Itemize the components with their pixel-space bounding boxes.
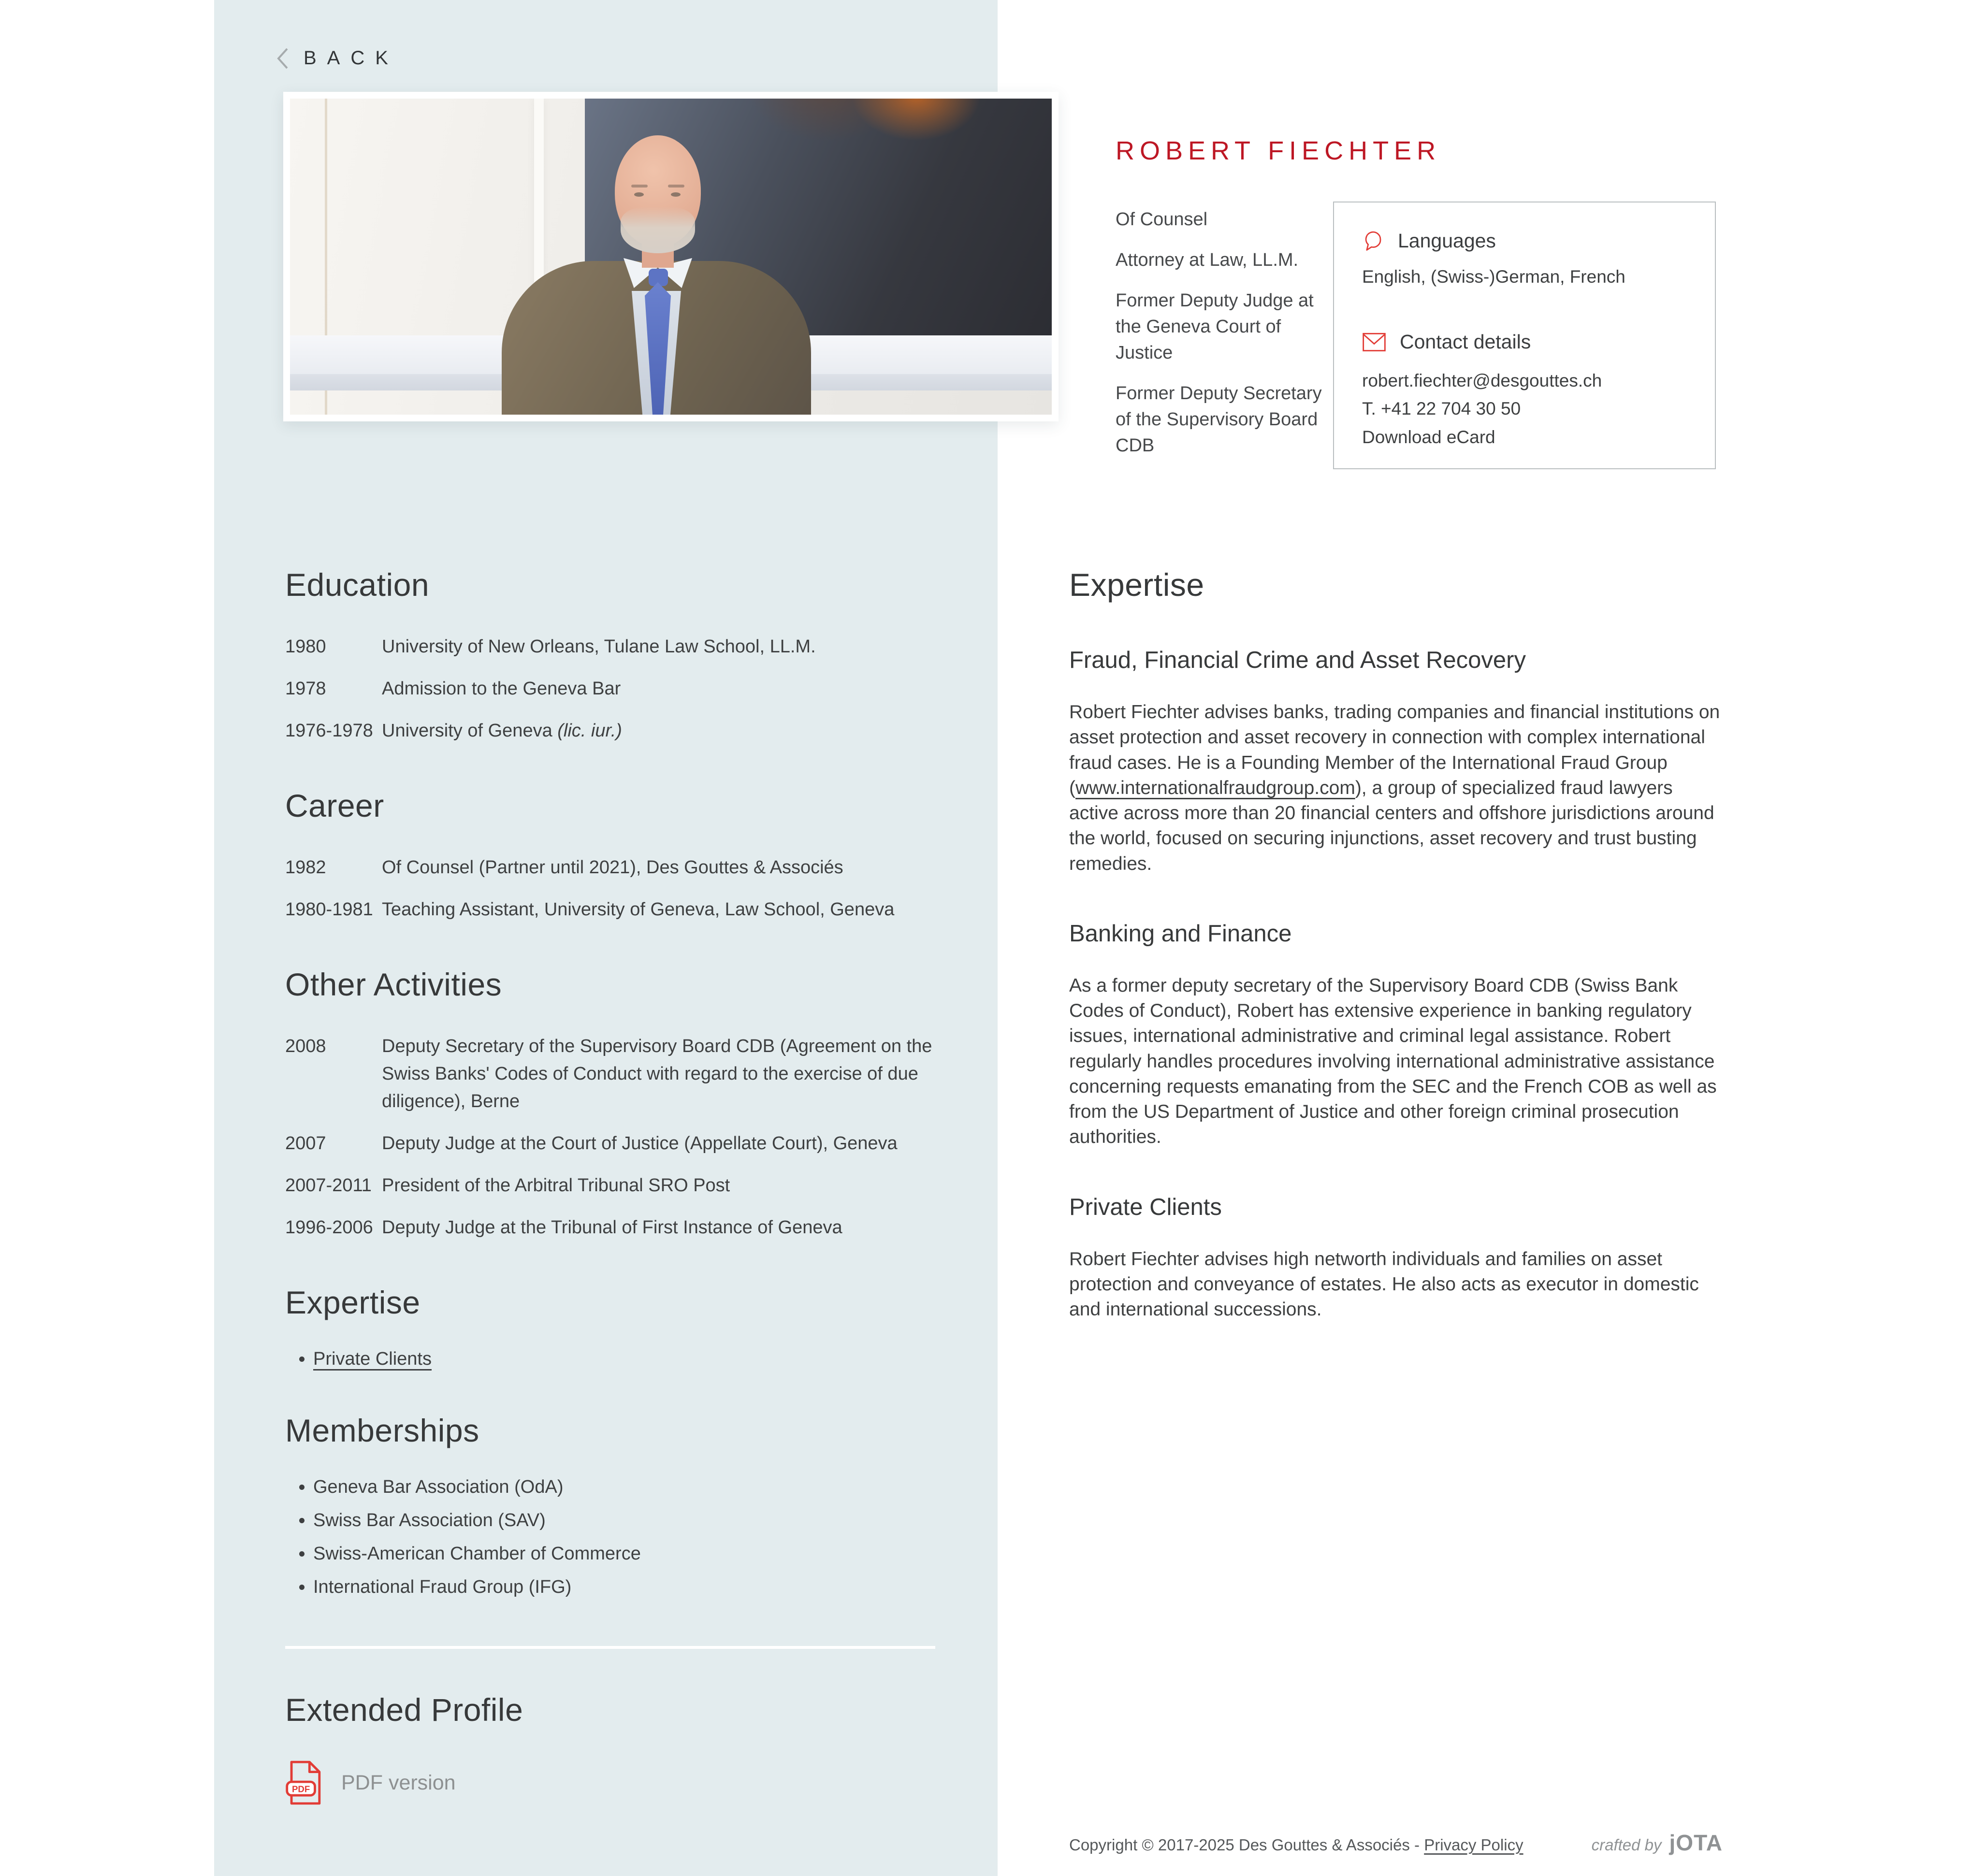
memberships-section <box>285 1412 942 1598</box>
jota-logo[interactable]: jOTA <box>1669 1830 1723 1855</box>
activity-year: 1996-2006 <box>285 1217 373 1238</box>
expertise-subheading-banking: Banking and Finance <box>1069 920 1292 947</box>
back-label: BACK <box>304 47 399 69</box>
profile-title: Attorney at Law, LL.M. <box>1116 249 1299 270</box>
career-year: 1982 <box>285 857 326 878</box>
portrait-beard <box>621 207 695 253</box>
page-footer <box>1069 1830 1723 1856</box>
download-ecard-link[interactable]: Download eCard <box>1362 427 1495 447</box>
career-section <box>285 787 942 924</box>
education-year: 1976-1978 <box>285 721 373 741</box>
expertise-links-heading: Expertise <box>285 1284 421 1320</box>
career-heading: Career <box>285 788 384 823</box>
education-desc-degree: (lic. iur.) <box>557 721 622 741</box>
career-year: 1980-1981 <box>285 899 373 920</box>
chevron-left-icon <box>276 48 289 69</box>
membership-item: • Geneva Bar Association (OdA) <box>313 1477 942 1498</box>
crafted-by-label: crafted by <box>1591 1836 1662 1854</box>
profile-titles <box>1116 207 1323 474</box>
expertise-paragraph-private-clients: Robert Fiechter advises high networth individuals and families on asset protection and conveyance of estates. He also acts as executor in domestic and international successions. <box>1069 1248 1699 1320</box>
education-desc: University of New Orleans, Tulane Law School, LL.M. <box>382 636 816 657</box>
phone-number: T. +41 22 704 30 50 <box>1362 399 1521 419</box>
portrait-brow-left <box>631 185 648 188</box>
education-heading: Education <box>285 567 430 603</box>
languages-label: Languages <box>1398 230 1496 252</box>
contact-info-box <box>1333 202 1716 469</box>
activity-desc: President of the Arbitral Tribunal SRO Post <box>382 1175 730 1196</box>
other-activities-row <box>285 1172 942 1199</box>
profile-title: Of Counsel <box>1116 209 1208 230</box>
languages-value: English, (Swiss-)German, French <box>1362 267 1625 287</box>
expertise-link-item <box>313 1349 942 1370</box>
education-section <box>285 566 942 745</box>
extended-profile-section <box>285 1691 942 1805</box>
expertise-subheading-private-clients: Private Clients <box>1069 1194 1222 1220</box>
other-activities-row <box>285 1033 942 1115</box>
career-row <box>285 854 942 881</box>
private-clients-link[interactable]: Private Clients <box>313 1349 432 1369</box>
memberships-heading: Memberships <box>285 1413 479 1448</box>
expertise-paragraph-fraud: Robert Fiechter advises banks, trading companies and financial institutions on asset protection and asset recovery in connection with complex international fraud cases. He is a Founding Member of the International Fraud Group (www.internationalfraudgroup.com), a group of specialized fraud lawyers active across more than 20 financial centers and offshore jurisdictions around the world, focused on securing injunctions, asset recovery and trust busting remedies. <box>1069 702 1720 874</box>
envelope-icon <box>1362 332 1386 352</box>
languages-header <box>1362 230 1694 252</box>
activity-year: 2007 <box>285 1133 326 1154</box>
pdf-version-label: PDF version <box>341 1771 456 1794</box>
expertise-links-section <box>285 1284 942 1370</box>
activity-desc: Deputy Judge at the Tribunal of First Instance of Geneva <box>382 1217 842 1238</box>
pdf-version-link[interactable] <box>285 1760 942 1805</box>
profile-title: Former Deputy Judge at the Geneva Court of Justice <box>1116 290 1314 363</box>
membership-item: • Swiss-American Chamber of Commerce <box>313 1544 942 1564</box>
international-fraud-group-link[interactable]: www.internationalfraudgroup.com <box>1075 777 1355 798</box>
career-desc: Of Counsel (Partner until 2021), Des Gouttes & Associés <box>382 857 843 878</box>
other-activities-section <box>285 966 942 1241</box>
career-row <box>285 896 942 924</box>
education-year: 1978 <box>285 678 326 699</box>
expertise-subheading-fraud: Fraud, Financial Crime and Asset Recovery <box>1069 647 1526 673</box>
section-divider <box>285 1646 935 1649</box>
other-activities-heading: Other Activities <box>285 967 502 1002</box>
portrait-brow-right <box>668 185 684 188</box>
portrait-eye-right <box>671 192 681 197</box>
left-column <box>285 566 942 1805</box>
education-row <box>285 717 942 745</box>
crafted-by <box>1592 1830 1723 1856</box>
portrait-eye-left <box>634 192 644 197</box>
profile-title: Former Deputy Secretary of the Supervisory Board CDB <box>1116 383 1322 456</box>
education-row <box>285 675 942 703</box>
activity-desc: Deputy Secretary of the Supervisory Board CDB (Agreement on the Swiss Banks' Codes of Conduct with regard to the exercise of due diligence), Berne <box>382 1036 932 1111</box>
profile-photo-frame <box>283 92 1059 421</box>
speech-bubble-icon <box>1362 230 1384 252</box>
activity-desc: Deputy Judge at the Court of Justice (Appellate Court), Geneva <box>382 1133 898 1154</box>
contact-details-header <box>1362 331 1694 353</box>
other-activities-row <box>285 1130 942 1157</box>
education-year: 1980 <box>285 636 326 657</box>
contact-lines <box>1362 367 1694 451</box>
pdf-file-icon <box>285 1760 325 1805</box>
copyright-text: Copyright © 2017-2025 Des Gouttes & Associés - Privacy Policy <box>1069 1836 1523 1854</box>
other-activities-row <box>285 1214 942 1241</box>
profile-name: ROBERT FIECHTER <box>1116 136 1441 165</box>
contact-details-label: Contact details <box>1400 331 1531 353</box>
education-desc: Admission to the Geneva Bar <box>382 678 621 699</box>
extended-profile-heading: Extended Profile <box>285 1692 523 1728</box>
profile-photo <box>290 99 1052 415</box>
svg-text:PDF: PDF <box>291 1784 310 1794</box>
education-desc: University of Geneva (lic. iur.) <box>382 721 622 741</box>
education-row <box>285 633 942 661</box>
activity-year: 2007-2011 <box>285 1175 372 1196</box>
back-button[interactable] <box>276 47 399 69</box>
career-desc: Teaching Assistant, University of Geneva, Law School, Geneva <box>382 899 895 920</box>
membership-item: • Swiss Bar Association (SAV) <box>313 1510 942 1531</box>
membership-item: • International Fraud Group (IFG) <box>313 1577 942 1598</box>
right-column <box>1069 566 1723 1322</box>
email-link[interactable]: robert.fiechter@desgouttes.ch <box>1362 371 1602 390</box>
activity-year: 2008 <box>285 1036 326 1056</box>
expertise-paragraph-banking: As a former deputy secretary of the Supervisory Board CDB (Swiss Bank Codes of Conduct), Robert has extensive experience in banking regulatory issues, international administrative and criminal legal assistance. Robert regularly handles procedures involving international administrative assistance concerning requests emanating from the SEC and the French COB as well as from the US Department of Justice and other foreign criminal prosecution authorities. <box>1069 975 1717 1148</box>
expertise-heading: Expertise <box>1069 567 1204 603</box>
privacy-policy-link[interactable]: Privacy Policy <box>1424 1836 1523 1854</box>
